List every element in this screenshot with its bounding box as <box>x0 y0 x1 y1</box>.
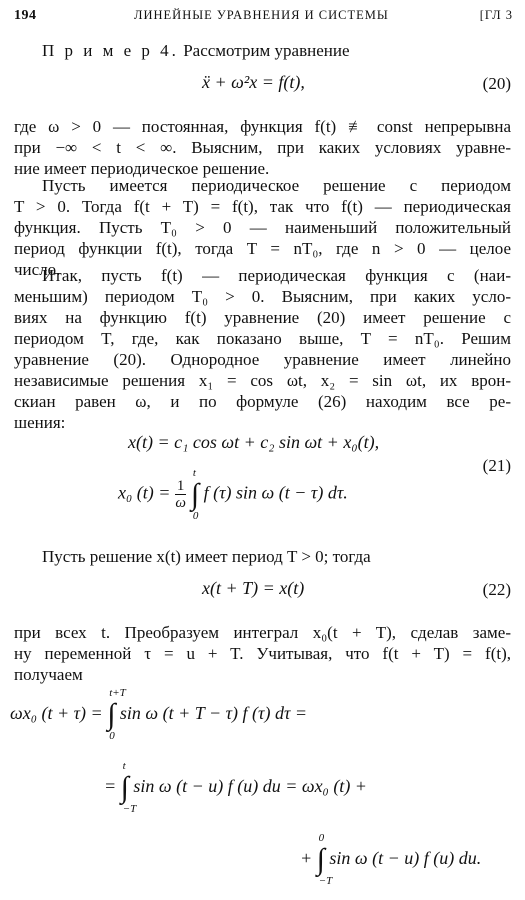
fraction-denominator: ω <box>175 495 186 511</box>
paragraph-line: меньшим) периодом T₀ > 0. Выясним, при каких усло- <box>14 287 511 306</box>
example-title: П р и м е р 4. <box>42 41 179 60</box>
paragraph-line: ну переменной τ = u + T. Учитывая, что f(t + T) = f(t), <box>14 644 511 663</box>
paragraph-line: периодом T, где, как показано выше, T = nT₀. Решим <box>14 329 511 348</box>
equation-20: ẍ + ω²x = f(t), <box>202 72 305 92</box>
equation-24-lhs: = <box>104 776 117 797</box>
integral-lower-limit: −T <box>122 803 137 815</box>
equation-23-lhs: ωx₀ (t + τ) = <box>10 703 103 724</box>
fraction <box>175 478 187 511</box>
paragraph-line: виях на функцию f(t) уравнение (20) имеет решение с <box>14 308 511 327</box>
paragraph-line: независимые решения x₁ = cos ωt, x₂ = sin ωt, их врон- <box>14 371 511 390</box>
equation-25-lhs: + <box>300 848 313 869</box>
equation-21-number: (21) <box>482 456 511 475</box>
integral-sign: ∫ t+T 0 <box>107 687 126 742</box>
integral-upper-limit: t <box>192 466 196 479</box>
paragraph-line: шения: <box>14 413 66 432</box>
example-heading <box>14 40 511 61</box>
paragraph-line: при всех t. Преобразуем интеграл x₀(t + T), сделав заме- <box>14 623 511 642</box>
equation-20-number: (20) <box>482 74 511 93</box>
equation-24-rhs: sin ω (t − u) f (u) du = ωx₀ (t) + <box>133 776 367 797</box>
equation-21b-rhs: f (τ) sin ω (t − τ) dτ. <box>203 482 348 503</box>
equation-23-rhs: sin ω (t + T − τ) f (τ) dτ = <box>119 703 308 724</box>
equation-21a: x(t) = c₁ cos ωt + c₂ sin ωt + x₀(t), <box>128 432 380 452</box>
integral-sign: ∫ 0 −T <box>316 832 333 887</box>
paragraph-line: Пусть имеется периодическое решение с периодом <box>42 176 511 195</box>
paragraph-1 <box>14 116 511 179</box>
integral-lower-limit: 0 <box>109 730 115 742</box>
equation-25 <box>300 832 482 887</box>
integral-sign: ∫ t −T <box>120 760 137 815</box>
paragraph-4 <box>14 546 511 567</box>
paragraph-line: уравнение (20). Однородное уравнение имеет линейно <box>14 350 511 369</box>
integral-lower-limit: 0 <box>192 509 199 522</box>
paragraph-line: Итак, пусть f(t) — периодическая функция с (наи- <box>42 266 511 285</box>
equation-22-number: (22) <box>482 580 511 599</box>
paragraph-5 <box>14 622 511 685</box>
integral-upper-limit: t <box>122 760 126 772</box>
paragraph-line: получаем <box>14 665 83 684</box>
page-header <box>14 8 513 28</box>
integral-upper-limit: 0 <box>318 832 325 844</box>
paragraph-line: скиан равен ω, и по формуле (26) находим все ре- <box>14 392 511 411</box>
paragraph-3 <box>14 265 511 433</box>
integral-lower-limit: −T <box>318 875 333 887</box>
equation-21b-lhs: x₀ (t) = <box>118 482 171 503</box>
paragraph-line: период функции f(t), тогда T = nT₀, где n > 0 — целое <box>14 239 511 258</box>
paragraph-line: Пусть решение x(t) имеет период T > 0; тогда <box>42 547 371 566</box>
integral-sign: ∫ t 0 <box>190 466 200 522</box>
paragraph-line: T > 0. Тогда f(t + T) = f(t), так что f(t) — периодическая <box>14 197 511 216</box>
chapter-marker: [ГЛ 3 <box>479 8 513 22</box>
paragraph-line: где ω > 0 — постоянная, функция f(t) ≢ const непрерывна <box>14 117 511 136</box>
fraction-numerator: 1 <box>176 478 185 494</box>
equation-22: x(t + T) = x(t) <box>202 578 305 598</box>
paragraph-line: функция. Пусть T₀ > 0 — наименьший положительный <box>14 218 511 237</box>
equation-21b <box>118 466 348 522</box>
paragraph-line: число. <box>14 260 61 279</box>
equation-24 <box>104 760 367 815</box>
running-title: ЛИНЕЙНЫЕ УРАВНЕНИЯ И СИСТЕМЫ <box>134 8 389 22</box>
page-number: 194 <box>14 8 37 23</box>
equation-25-rhs: sin ω (t − u) f (u) du. <box>329 848 482 869</box>
paragraph-line: ние имеет периодическое решение. <box>14 159 270 178</box>
equation-23 <box>10 687 308 742</box>
integral-upper-limit: t+T <box>109 687 126 699</box>
example-intro: Рассмотрим уравнение <box>183 41 350 60</box>
paragraph-line: при −∞ < t < ∞. Выясним, при каких условиях уравне- <box>14 138 511 157</box>
